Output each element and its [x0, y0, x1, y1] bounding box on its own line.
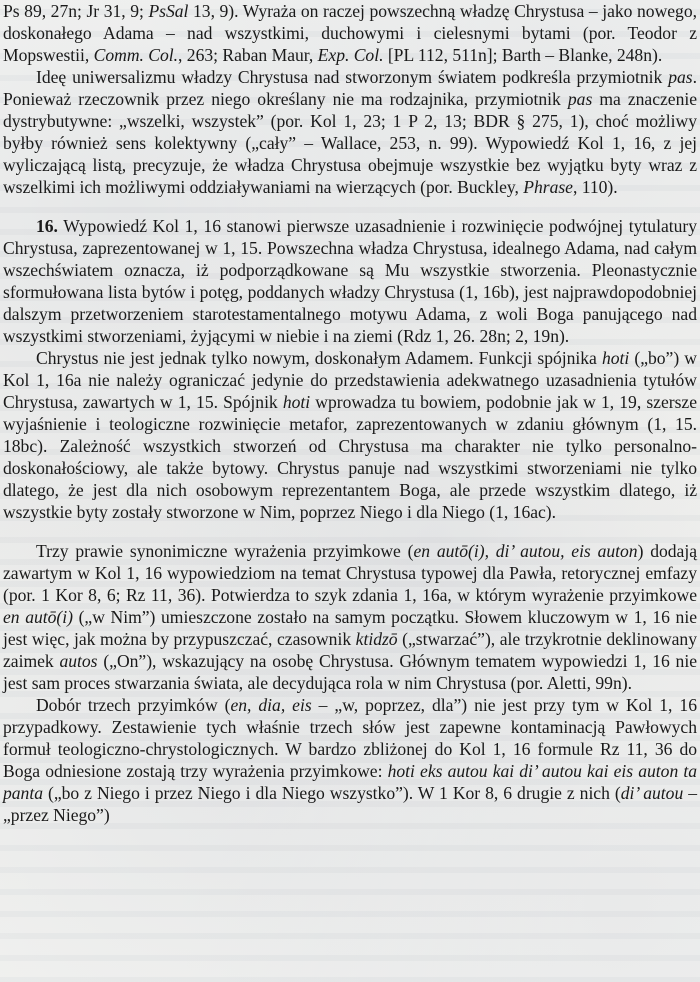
- text-run: Ps 89, 27n; Jr 31, 9;: [3, 1, 149, 21]
- text-run: („w Nim”) umieszczone zostało na samym początku. Słowem kluczowym w 1, 16 nie jest więc, jak można by przypuszczać, czasownik: [3, 607, 697, 649]
- italic-run: pas: [567, 89, 593, 109]
- text-run: Trzy prawie synonimiczne wyrażenia przyimkowe (: [36, 541, 414, 561]
- text-run: – „w, poprzez, dla”) nie jest przy tym w Kol 1, 16 przypadkowy. Zestawienie tych właśnie trzech słów jest zapewne kontaminacją Pawłowych formuł teologiczno-chrystologicznych. W bardzo zbliżonej do Kol 1, 16 formule Rz 11, 36 do Boga odniesione zostają trzy wyrażenia przyimkowe:: [3, 695, 697, 781]
- italic-run: pas: [668, 67, 693, 87]
- text-run: – „przez Niego”): [3, 783, 698, 825]
- section-number: 16.: [36, 216, 58, 236]
- italic-run: Phrase: [523, 177, 573, 197]
- italic-run: hoti: [601, 348, 630, 368]
- italic-run: en autō(i): [3, 607, 73, 627]
- text-run: , 263; Raban Maur,: [178, 45, 318, 65]
- paragraph: [3, 347, 697, 523]
- text-run: 13, 9). Wyraża on raczej powszechną władzę Chrystusa – jako nowego, doskonałego Adama – nad wszystkimi, duchowymi i cielesnymi bytami (por. Teodor z Mopswestii,: [3, 1, 697, 65]
- text-run: [PL 112, 511n]; Barth – Blanke, 248n).: [383, 45, 663, 65]
- italic-run: ktidzō: [355, 629, 398, 649]
- italic-run: hoti eks autou kai di’ autou kai eis auton ta panta: [3, 761, 698, 803]
- paragraph: [3, 66, 697, 198]
- italic-run: PsSal: [148, 1, 189, 21]
- text-run: („On”), wskazujący na osobę Chrystusa. Głównym tematem wypowiedzi 1, 16 nie jest sam proces stwarzania świata, ale decydująca rola w nim Chrystusa (por. Aletti, 99n).: [3, 651, 697, 693]
- italic-run: en, dia, eis: [230, 695, 312, 715]
- text-run: wprowadza tu bowiem, podobnie jak w 1, 19, szersze wyjaśnienie i teologiczne rozwinięcie metafor, zaprezentowanych w zdaniu głównym (1, 15. 18bc). Zależność wszystkich stworzeń od Chrystusa ma charakter nie tylko personalno-doskonałościowy, ale także bytowy. Chrystus panuje nad wszystkimi stworzeniami nie tylko dlatego, że jest dla nich osobowym reprezentantem Boga, ale przede wszystkim dlatego, iż wszystkie byty zostały stworzone w Nim, poprzez Niego i dla Niego (1, 16ac).: [3, 392, 697, 522]
- text-run: ) dodają zawartym w Kol 1, 16 wypowiedziom na temat Chrystusa typowej dla Pawła, retorycznej emfazy (por. 1 Kor 8, 6; Rz 11, 36). Potwierdza to szyk zdania 1, 16a, w którym wyrażenie przyimkowe: [3, 541, 697, 605]
- text-run: , 110).: [572, 177, 618, 197]
- text-run: ma znaczenie dystrybutywne: „wszelki, wszystek” (por. Kol 1, 23; 1 P 2, 13; BDR § 275, 1), choć możliwy byłby również sens kolektywny („cały” – Wallace, 253, n. 99). Wypowiedź Kol 1, 16, z jej wyliczającą listą, precyzuje, że władza Chrystusa obejmuje wszystkie bez wyjątku byty wraz z wszelkimi ich możliwymi oddziaływaniami na wierzących (por. Buckley,: [3, 89, 697, 197]
- paragraph: [3, 540, 697, 694]
- text-run: Wypowiedź Kol 1, 16 stanowi pierwsze uzasadnienie i rozwinięcie podwójnej tytulatury Chrystusa, zaprezentowanej w 1, 15. Powszechna władza Chrystusa, idealnego Adama, nad całym wszechświatem oznacza, iż podporządkowane są Mu wszystkie stworzenia. Pleonastycznie sformułowana lista bytów i potęg, poddanych władzy Chrystusa (1, 16b), jest najprawdopodobniej dalszym przetworzeniem starotestamentalnego motywu Adama, z woli Boga panującego nad wszystkimi stworzeniami, żyjącymi w niebie i na ziemi (Rdz 1, 26. 28n; 2, 19n).: [3, 216, 697, 346]
- text-run: . Ponieważ rzeczownik przez niego określany nie ma rodzajnika, przymiotnik: [3, 67, 697, 109]
- paragraph: [3, 0, 697, 66]
- paragraph: [3, 694, 697, 826]
- paragraph: [3, 215, 697, 347]
- text-run: („bo z Niego i przez Niego i dla Niego wszystko”). W 1 Kor 8, 6 drugie z nich (: [42, 783, 621, 803]
- text-run: („bo”) w Kol 1, 16a nie należy ograniczać jedynie do przedstawienia adekwatnego uzasadnienia tytułów Chrystusa, zawartych w 1, 15. Spójnik: [3, 348, 697, 412]
- italic-run: hoti: [282, 392, 311, 412]
- italic-run: di’ autou: [620, 783, 684, 803]
- text-run: („stwarzać”), ale trzykrotnie deklinowany zaimek: [3, 629, 697, 671]
- italic-run: autos: [59, 651, 98, 671]
- italic-run: en autō(i), di’ autou, eis auton: [413, 541, 638, 561]
- page-text-block: [3, 0, 697, 826]
- text-run: Ideę uniwersalizmu władzy Chrystusa nad stworzonym światem podkreśla przymiotnik: [36, 67, 669, 87]
- italic-run: Exp. Col.: [317, 45, 384, 65]
- text-run: Dobór trzech przyimków (: [36, 695, 231, 715]
- text-run: Chrystus nie jest jednak tylko nowym, doskonałym Adamem. Funkcji spójnika: [36, 348, 602, 368]
- italic-run: Comm. Col.: [93, 45, 179, 65]
